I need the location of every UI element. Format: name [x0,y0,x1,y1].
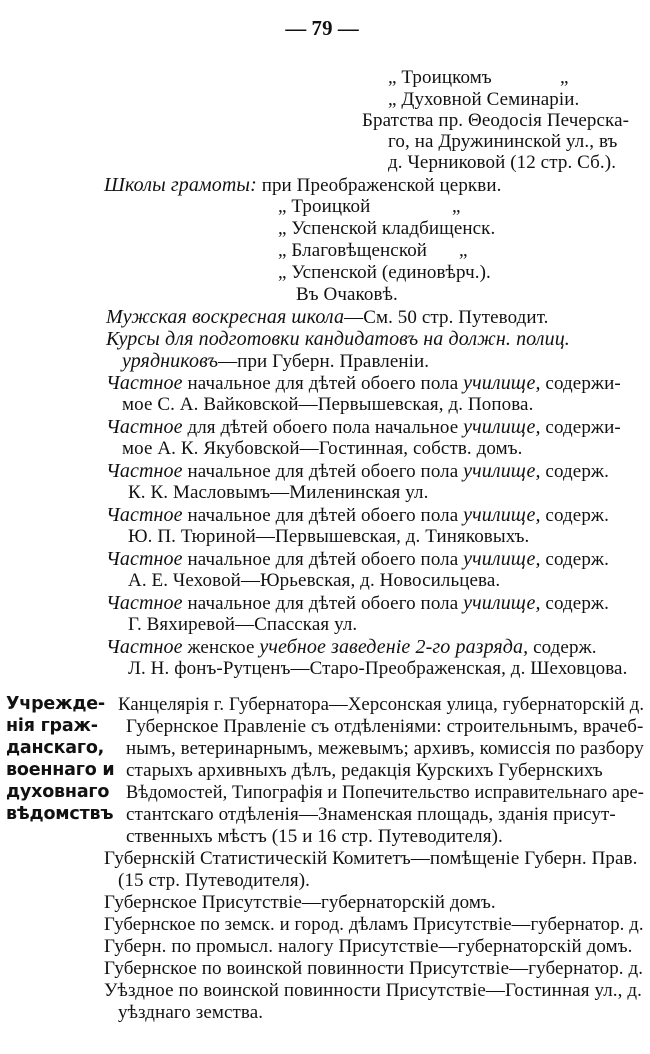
italic-heading: урядниковъ [122,350,219,372]
entry-text: содерж. [540,549,609,570]
ditto-mark: „ [560,67,569,88]
entry-text: содерж. [540,505,609,526]
italic-word: Частное [106,416,183,438]
text-line: стантскаго отдѣленія—Знаменская площадь, зданія присут- [126,804,616,825]
entry-text: —при Губерн. Правленіи. [218,351,430,372]
text-line: Губернское по земск. и город. дѣламъ Присутствіе—губернатор. д. [104,914,644,935]
text-line: Губернское по воинской повинности Присутствіе—губернатор. д. [104,958,644,979]
school-entry [106,548,609,571]
text-line: ственныхъ мѣстъ (15 и 16 стр. Путеводителя). [126,826,503,847]
text-line: Г. Вяхиревой—Спасская ул. [128,614,358,635]
italic-word: училище, [463,416,541,438]
entry-text: для дѣтей обоего пола начальное [182,417,464,438]
school-entry [122,350,429,373]
section-heading-line: данскаго, [6,738,105,758]
entry-text: содерж. [540,461,609,482]
entry-text: содерж. [540,593,609,614]
text-line: нымъ, ветеринарнымъ, межевымъ; архивъ, комиссія по разбору [126,738,644,759]
text-line: „ Успенской кладбищенск. [278,218,496,239]
school-entry [106,306,549,329]
italic-word: училище, [463,372,541,394]
italic-word: учебное заведеніе 2-го разряда, [259,636,529,658]
section-heading-line: военнаго и [6,760,115,780]
school-entry [106,328,570,351]
text-line: „ Успенской (единовѣрч.). [278,262,491,283]
italic-heading: Мужская воскресная школа [106,306,345,328]
entry-text: —См. 50 стр. Путеводит. [344,307,549,328]
italic-word: Частное [106,372,183,394]
text-line: мое А. К. Якубовской—Гостинная, собств. домъ. [122,438,523,459]
text-line: мое С. А. Вайковской—Первышевская, д. Попова. [122,394,534,415]
section-heading-line: вѣдомствъ [6,804,114,824]
text-line: Канцелярія г. Губернатора—Херсонская улица, губернаторскій д. [118,694,645,715]
italic-word: училище, [463,504,541,526]
text-line: Губерн. по промысл. налогу Присутствіе—губернаторскій домъ. [104,936,633,957]
text-line: уѣзднаго земства. [118,1002,264,1023]
text-line: „ Благовѣщенской [278,240,428,261]
text-line: Братства пр. Θеодосія Печерска- [362,110,630,131]
section-heading-line: духовнаго [6,782,110,802]
school-entry [106,504,609,527]
text-line: „ Духовной Семинаріи. [388,89,580,110]
text-line: Уѣздное по воинской повинности Присутствіе—Гостинная ул., д. [104,980,642,1001]
text-line: Ю. П. Тюриной—Первышевская, д. Тиняковыхъ. [128,526,530,547]
entry-text: содержи- [540,373,621,394]
entry-text: начальное для дѣтей обоего пола [182,549,464,570]
entry-text: начальное для дѣтей обоего пола [182,461,464,482]
italic-word: Частное [106,548,183,570]
text-line: Губернское Правленіе съ отдѣленіями: строительнымъ, врачеб- [126,716,644,737]
entry-text: начальное для дѣтей обоего пола [182,373,464,394]
text-line: К. К. Масловымъ—Миленинская ул. [128,482,429,503]
ditto-mark: „ [452,196,461,217]
text-line: Л. Н. фонъ-Рутценъ—Старо-Преображенская, д. Шеховцова. [128,658,628,679]
italic-word: Частное [106,592,183,614]
school-entry [106,592,609,615]
entry-text: содерж. [528,637,597,658]
italic-word: училище, [463,460,541,482]
text-line: „ Троицкой [278,196,371,217]
text-line: Губернское Присутствіе—губернаторскій домъ. [104,892,496,913]
italic-word: училище, [463,592,541,614]
school-entry [106,372,621,395]
school-entry [106,460,609,483]
text-line: д. Черниковой (12 стр. Сб.). [388,152,617,173]
school-entry [104,174,501,197]
italic-heading: Курсы для подготовки кандидатовъ на должн. полиц. [106,328,570,350]
italic-word: Частное [106,504,183,526]
ditto-mark: „ [459,240,468,261]
italic-word: Частное [106,636,183,658]
entry-text: начальное для дѣтей обоего пола [182,505,464,526]
text-line: старыхъ архивныхъ дѣлъ, редакція Курскихъ Губернскихъ [126,760,603,781]
school-entry [106,636,597,659]
italic-word: Частное [106,460,183,482]
text-line: Въ Очаковѣ. [296,284,398,305]
text-line: Вѣдомостей, Типографія и Попечительство исправительнаго аре- [126,782,644,803]
text-line: „ Троицкомъ [388,67,492,88]
page-number: — 79 — [285,16,359,40]
text-line: А. Е. Чеховой—Юрьевская, д. Новосильцева. [128,570,501,591]
text-line: го, на Дружининской ул., въ [388,131,618,152]
italic-word: училище, [463,548,541,570]
school-entry [106,416,621,439]
entry-text: содержи- [540,417,621,438]
text-line: Губернскій Статистическій Комитетъ—помѣщеніе Губерн. Прав. [104,848,638,869]
italic-heading: Школы грамоты: [104,174,257,196]
entry-text: при Преображенской церкви. [256,175,502,196]
text-line: (15 стр. Путеводителя). [118,870,310,891]
section-heading-line: Учрежде- [6,694,105,714]
entry-text: женское [182,637,260,658]
entry-text: начальное для дѣтей обоего пола [182,593,464,614]
section-heading-line: нія граж- [6,716,98,736]
